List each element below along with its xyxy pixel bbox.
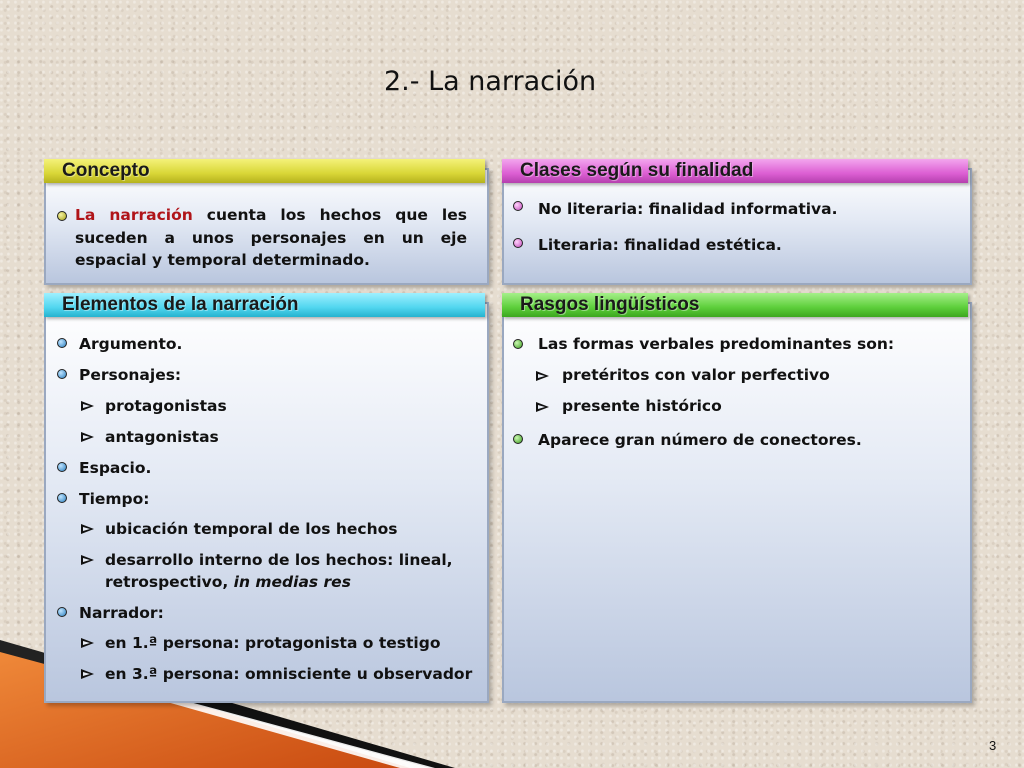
rasgos-panel [502, 302, 972, 703]
arrow-bullet-icon [81, 432, 94, 442]
clases-item-literaria: Literaria: finalidad estética. [538, 236, 782, 254]
concepto-definition: cuenta los hechos que les suceden a unos personajes en un eje espacial y temporal determinado. [75, 206, 467, 269]
elemento-desarrollo-cont [105, 573, 351, 591]
bullet-icon [57, 211, 67, 221]
bullet-icon [513, 339, 523, 349]
clases-panel [502, 168, 972, 285]
elemento-narrador: Narrador: [79, 604, 164, 622]
arrow-bullet-icon [81, 524, 94, 534]
desarrollo-retrospectivo: retrospectivo, [105, 573, 234, 591]
arrow-bullet-icon [536, 371, 549, 381]
clases-header: Clases según su finalidad [502, 159, 968, 183]
elemento-protagonistas: protagonistas [105, 397, 227, 415]
elemento-argumento: Argumento. [79, 335, 183, 353]
elementos-header: Elementos de la narración [44, 293, 485, 317]
rasgo-presente: presente histórico [562, 397, 722, 415]
arrow-bullet-icon [81, 401, 94, 411]
bullet-icon [513, 201, 523, 211]
arrow-bullet-icon [81, 669, 94, 679]
elemento-desarrollo: desarrollo interno de los hechos: lineal, [105, 551, 453, 569]
arrow-bullet-icon [536, 402, 549, 412]
bullet-icon [513, 238, 523, 248]
concepto-text [75, 204, 467, 272]
elemento-ubicacion: ubicación temporal de los hechos [105, 520, 398, 538]
bullet-icon [57, 493, 67, 503]
elemento-tercera-persona: en 3.ª persona: omnisciente u observador [105, 665, 473, 683]
arrow-bullet-icon [81, 555, 94, 565]
rasgos-header: Rasgos lingüísticos [502, 293, 968, 317]
desarrollo-in-medias-res: in medias res [233, 573, 351, 591]
concepto-term: La narración [75, 206, 193, 224]
rasgo-preteritos: pretéritos con valor perfectivo [562, 366, 830, 384]
bullet-icon [57, 462, 67, 472]
bullet-icon [57, 338, 67, 348]
elemento-antagonistas: antagonistas [105, 428, 219, 446]
elemento-tiempo: Tiempo: [79, 490, 150, 508]
rasgo-formas-verbales: Las formas verbales predominantes son: [538, 335, 895, 353]
rasgo-conectores: Aparece gran número de conectores. [538, 431, 862, 449]
page-number: 3 [989, 738, 997, 753]
elemento-personajes: Personajes: [79, 366, 182, 384]
bullet-icon [513, 434, 523, 444]
arrow-bullet-icon [81, 638, 94, 648]
elemento-espacio: Espacio. [79, 459, 152, 477]
bullet-icon [57, 369, 67, 379]
slide-title: 2.- La narración [384, 66, 597, 97]
elemento-primera-persona: en 1.ª persona: protagonista o testigo [105, 634, 441, 652]
concepto-header: Concepto [44, 159, 485, 183]
clases-item-no-literaria: No literaria: finalidad informativa. [538, 200, 838, 218]
bullet-icon [57, 607, 67, 617]
